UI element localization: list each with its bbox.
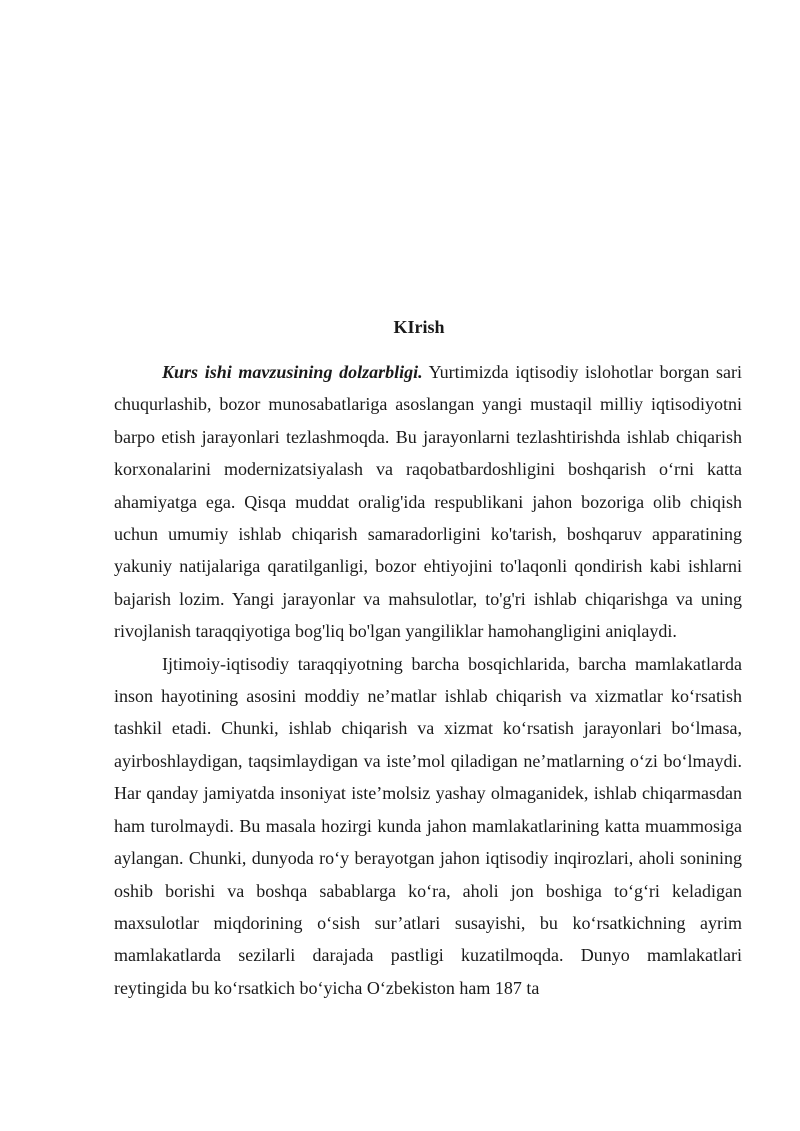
document-body xyxy=(114,356,742,1004)
section-heading: KIrish xyxy=(393,317,445,337)
paragraph-text: Yurtimizda iqtisodiy islohotlar borgan sari chuqurlashib, bozor munosabatlariga asoslangan yangi mustaqil milliy iqtisodiyotni barpo etish jarayonlari tezlashmoqda. Bu jarayonlarni tezlashtirishda ishlab chiqarish korxonalarini modernizatsiyalash va raqobatbardoshligini boshqarish oʻrni katta ahamiyatga ega. Qisqa muddat oralig'ida respublikani jahon bozoriga olib chiqish uchun umumiy ishlab chiqarish samaradorligini ko'tarish, boshqaruv apparatining yakuniy natijalariga qaratilganligi, bozor ehtiyojini to'laqonli qondirish kabi ishlarni bajarish lozim. Yangi jarayonlar va mahsulotlar, to'g'ri ishlab chiqarishga va uning rivojlanish taraqqiyotiga bog'liq bo'lgan yangiliklar hamohangligini aniqlaydi. xyxy=(114,362,742,642)
paragraph-production: Ijtimoiy-iqtisodiy taraqqiyotning barcha bosqichlarida, barcha mamlakatlarda inson hayotining asosini moddiy ne’matlar ishlab chiqarish va xizmatlar koʻrsatish tashkil etadi. Chunki, ishlab chiqarish va xizmat koʻrsatish jarayonlari boʻlmasa, ayirboshlaydigan, taqsimlaydigan va iste’mol qiladigan ne’matlarning oʻzi boʻlmaydi. Har qanday jamiyatda insoniyat iste’molsiz yashay olmaganidek, ishlab chiqarmasdan ham turolmaydi. Bu masala hozirgi kunda jahon mamlakatlarining katta muammosiga aylangan. Chunki, dunyoda roʻy berayotgan jahon iqtisodiy inqirozlari, aholi sonining oshib borishi va boshqa sabablarga koʻra, aholi jon boshiga toʻgʻri keladigan maxsulotlar miqdorining oʻsish sur’atlari susayishi, bu koʻrsatkichning ayrim mamlakatlarda sezilarli darajada pastligi kuzatilmoqda. Dunyo mamlakatlari reytingida bu koʻrsatkich boʻyicha Oʻzbekiston ham 187 ta xyxy=(114,653,742,998)
paragraph-relevance xyxy=(114,356,742,648)
paragraph-lead: Kurs ishi mavzusining dolzarbligi. xyxy=(162,362,423,382)
